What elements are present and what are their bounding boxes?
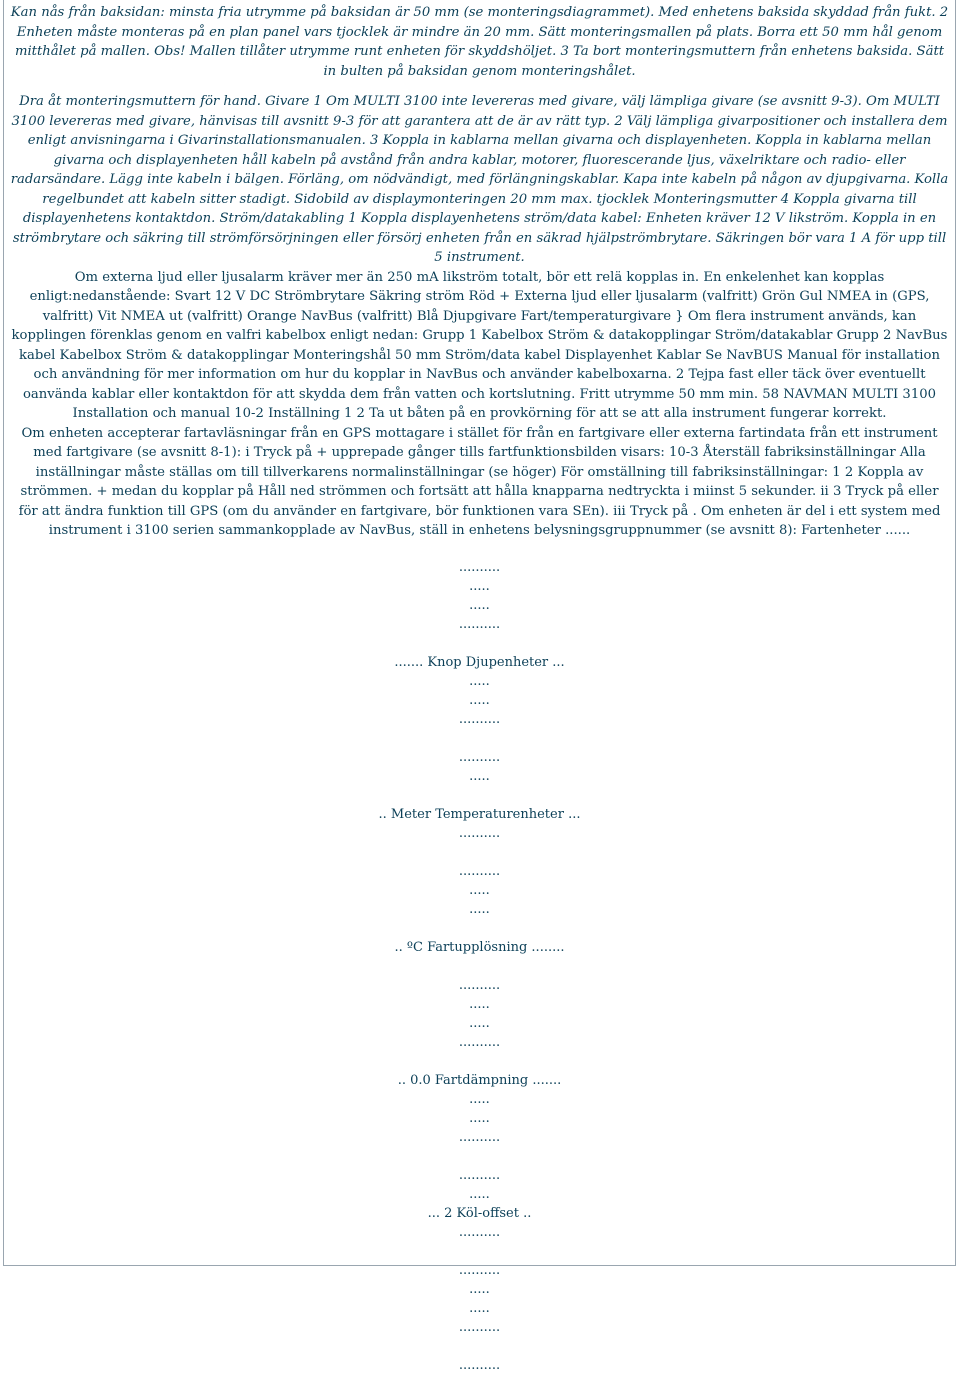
dot-leader: ..... <box>469 1300 490 1316</box>
dot-leader: ..... <box>469 673 490 689</box>
paragraph-mounting: Kan nås från baksidan: minsta fria utrymme på baksidan är 50 mm (se monteringsdiagrammet). Med enhetens baksida skyddad från fukt. 2 Enheten måste monteras på en plan panel vars tjocklek är mindre än 20 mm. Sätt monteringsmallen på plats. Borra ett 50 mm hål genom mitthålet på mallen. Obs! Mallen tillåter utrymme runt enheten för skyddshöljet. 3 Ta bort monteringsmuttern från enhetens baksida. Sätt in bulten på baksidan genom monteringshålet. <box>10 5 949 79</box>
dot-leader: .......... <box>458 559 501 575</box>
dot-leader: ..... <box>469 1110 490 1126</box>
dot-leader: ..... <box>469 996 490 1012</box>
dot-leader: .......... <box>458 616 501 632</box>
setting-label-speed-resolution: .. 0.0 Fartdämpning ....... <box>397 1072 562 1088</box>
dot-leader: .......... <box>458 825 501 841</box>
dot-leader: ..... <box>469 1091 490 1107</box>
setting-label-temperature-units: .. ºC Fartupplösning ........ <box>394 939 565 955</box>
dot-leader: .......... <box>458 1262 501 1278</box>
dot-leader: ..... <box>469 1281 490 1297</box>
dot-leader: ..... <box>469 768 490 784</box>
dot-leader: ..... <box>469 901 490 917</box>
dot-leader: .......... <box>458 1034 501 1050</box>
dot-leader: ..... <box>469 692 490 708</box>
paragraph-setup: Om enheten accepterar fartavläsningar från en GPS mottagare i stället för från en fartgivare eller externa fartindata från ett instrument med fartgivare (se avsnitt 8-1): i Tryck på + upprepade gånger tills fartfunktionsbilden visars: 10-3 Återställ fabriksinställningar Alla inställningar måste ställas om till tillverkarens normalinställningar (se höger) För omställning till fabriksinställningar: 1 2 Koppla av strömmen. + medan du kopplar på Håll ned strömmen och fortsätt att hålla knapparna nedtryckta i miinst 5 sekunder. ii 3 Tryck på eller för att ändra funktion till GPS (om du använder en fartgivare, bör funktionen vara SEn). iii Tryck på . Om enheten är del i ett system med instrument i 3100 serien sammankopplade av NavBus, ställ in enhetens belysningsgruppnummer (se avsnitt 8): Fartenheter ...... <box>18 425 941 538</box>
dot-leader: .......... <box>458 1167 501 1183</box>
dot-leader: .......... <box>458 1224 501 1240</box>
dot-leader: .......... <box>458 711 501 727</box>
paragraph-sensors: Dra åt monteringsmuttern för hand. Givare 1 Om MULTI 3100 inte levereras med givare, välj lämpliga givare (se avsnitt 9-3). Om MULTI 3100 levereras med givare, hänvisas till avsnitt 9-3 för att garantera att de är av rätt typ. 2 Välj lämpliga givarpositioner och installera dem enligt anvisningarna i Givarinstallationsmanualen. 3 Koppla in kablarna mellan givarna och displayenheten. Koppla in kablarna mellan givarna och displayenheten håll kabeln på avstånd från andra kablar, motorer, fluorescerande ljus, växelriktare och radio- eller radarsändare. Lägg inte kabeln i bälgen. Förläng, om nödvändigt, med förlängningskablar. Kapa inte kabeln på någon av djupgivarna. Kolla regelbundet att kabeln sitter stadigt. Sidobild av displaymonteringen 20 mm max. tjocklek Monteringsmutter 4 Koppla givarna till displayenhetens kontaktdon. Ström/datakabling 1 Koppla displayenhetens ström/data kabel: Enheten kräver 12 V likström. Koppla in en strömbrytare och säkring till strömförsörjningen eller försörj enheten från en säkrad hjälpströmbrytare. Säkringen bör vara 1 A för upp till 5 instrument. <box>10 94 949 265</box>
dot-leader: ..... <box>469 578 490 594</box>
dot-leader: ..... <box>469 1186 490 1202</box>
dot-leader: ..... <box>469 1015 490 1031</box>
dot-leader: .......... <box>458 863 501 879</box>
dot-leader: .......... <box>458 749 501 765</box>
dot-leader: .......... <box>458 1319 501 1335</box>
dot-leader: .......... <box>458 1357 501 1373</box>
setting-label-keel-offset: ... 2 Köl-offset .. <box>427 1205 532 1221</box>
dot-leader: ..... <box>469 597 490 613</box>
document-body <box>4 0 955 1375</box>
setting-label-speed-units: ....... Knop Djupenheter ... <box>394 654 565 670</box>
dot-leader: ..... <box>469 882 490 898</box>
dot-leader: .......... <box>458 977 501 993</box>
setting-label-depth-units: .. Meter Temperaturenheter ... <box>378 806 581 822</box>
document-page <box>3 0 956 1373</box>
paragraph-wiring: Om externa ljud eller ljusalarm kräver mer än 250 mA likström totalt, bör ett relä kopplas in. En enkelenhet kan kopplas enligt:nedanstående: Svart 12 V DC Strömbrytare Säkring ström Röd + Externa ljud eller ljusalarm (valfritt) Grön Gul NMEA in (GPS, valfritt) Vit NMEA ut (valfritt) Orange NavBus (valfritt) Blå Djupgivare Fart/temperaturgivare } Om flera instrument används, kan kopplingen förenklas genom en valfri kabelbox enligt nedan: Grupp 1 Kabelbox Ström & datakopplingar Ström/datakablar Grupp 2 NavBus kabel Kabelbox Ström & datakopplingar Monteringshål 50 mm Ström/data kabel Displayenhet Kablar Se NavBUS Manual för installation och användning för mer information om hur du kopplar in NavBus och använder kabelboxarna. 2 Tejpa fast eller täck över eventuellt oanvända kablar eller kontaktdon för att skydda dem från vatten och kortslutning. Fritt utrymme 50 mm min. 58 NAVMAN MULTI 3100 Installation och manual 10-2 Inställning 1 2 Ta ut båten på en provkörning för att se att alla instrument fungerar korrekt. <box>11 269 948 421</box>
settings-list <box>10 558 949 1375</box>
dot-leader: .......... <box>458 1129 501 1145</box>
